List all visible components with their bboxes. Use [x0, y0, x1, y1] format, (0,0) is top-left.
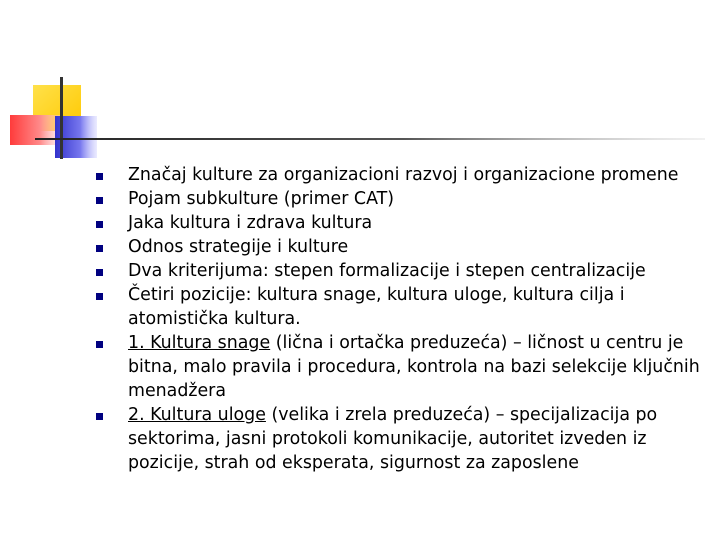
- square-bullet-icon: [96, 269, 103, 276]
- bullet-text: (lična i ortačka preduzeća) – ličnost u centru je bitna, malo pravila i procedura, kontrola na bazi selekcije ključnih menadžera: [128, 333, 700, 401]
- bullet-text: Pojam subkulture (primer CAT): [128, 189, 395, 209]
- bullet-item: [96, 235, 706, 259]
- bullet-item: [96, 211, 706, 235]
- bullet-content: [96, 163, 706, 475]
- bullet-text: Odnos strategije i kulture: [128, 237, 349, 257]
- square-bullet-icon: [96, 293, 103, 300]
- culture-type-heading: 2. Kultura uloge: [128, 405, 266, 425]
- square-bullet-icon: [96, 341, 103, 348]
- vertical-rule: [60, 77, 63, 159]
- square-bullet-icon: [96, 221, 103, 228]
- bullet-text: Značaj kulture za organizacioni razvoj i organizacione promene: [128, 165, 679, 185]
- square-bullet-icon: [96, 413, 103, 420]
- bullet-text: (velika i zrela preduzeća) – specijalizacija po sektorima, jasni protokoli komunikacije, autoritet izveden iz pozicije, strah od eksperata, sigurnost za zaposlene: [128, 405, 658, 473]
- bullet-text: Jaka kultura i zdrava kultura: [128, 213, 373, 233]
- culture-type-heading: 1. Kultura snage: [128, 333, 271, 353]
- bullet-item: [96, 187, 706, 211]
- square-bullet-icon: [96, 197, 103, 204]
- bullet-item: [96, 283, 706, 331]
- square-bullet-icon: [96, 173, 103, 180]
- bullet-list: [96, 163, 706, 475]
- bullet-item: [96, 331, 706, 403]
- horizontal-rule: [35, 138, 705, 140]
- bullet-text: Dva kriterijuma: stepen formalizacije i stepen centralizacije: [128, 261, 646, 281]
- square-bullet-icon: [96, 245, 103, 252]
- bullet-item: [96, 163, 706, 187]
- bullet-item: [96, 259, 706, 283]
- bullet-text: Četiri pozicije: kultura snage, kultura uloge, kultura cilja i atomistička kultura.: [128, 285, 625, 329]
- title-decoration: [0, 0, 720, 170]
- red-bar: [10, 115, 60, 145]
- bullet-item: [96, 403, 706, 475]
